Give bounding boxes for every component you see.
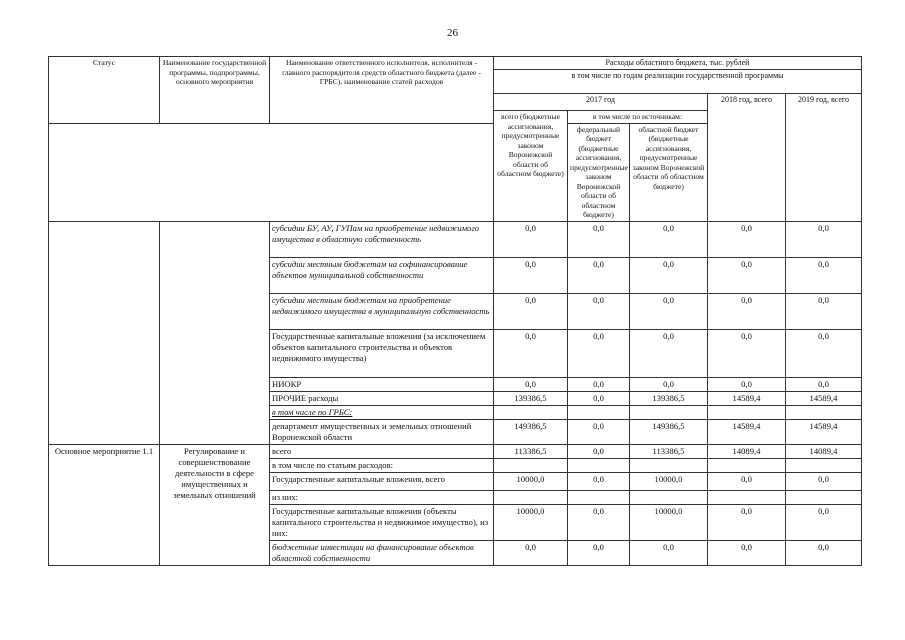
amount-cell <box>494 458 568 472</box>
amount-cell: 0,0 <box>630 257 708 293</box>
expense-item-label: субсидии БУ, АУ, ГУПам на приобретение недвижимого имущества в областную собственность <box>270 221 494 257</box>
header-regional: областной бюджет (бюджетные ассигнования, предусмотренные законом Воронежской области об областном бюджете) <box>630 123 708 221</box>
expense-item-label: из них: <box>270 490 494 504</box>
expense-item-label: НИОКР <box>270 377 494 391</box>
header-program-name: Наименование государственной программы, подпрограммы, основного мероприятия <box>160 57 270 124</box>
amount-cell <box>786 405 862 419</box>
amount-cell: 0,0 <box>568 472 630 490</box>
amount-cell: 14089,4 <box>708 444 786 458</box>
expense-item-label: в том числе по ГРБС: <box>270 405 494 419</box>
expense-item-label: субсидии местным бюджетам на софинансирование объектов муниципальной собственности <box>270 257 494 293</box>
amount-cell: 14089,4 <box>786 444 862 458</box>
amount-cell: 0,0 <box>708 329 786 377</box>
amount-cell <box>630 490 708 504</box>
amount-cell: 0,0 <box>786 540 862 565</box>
program-name-cell <box>160 221 270 444</box>
header-executor: Наименование ответственного исполнителя, исполнителя - главного распорядителя средств областного бюджета (далее - ГРБС), наименование статей расходов <box>270 57 494 124</box>
expense-item-label: всего <box>270 444 494 458</box>
amount-cell: 0,0 <box>708 293 786 329</box>
amount-cell: 0,0 <box>786 329 862 377</box>
amount-cell <box>494 490 568 504</box>
event-status: Основное мероприятие 1.1 <box>49 444 160 565</box>
amount-cell: 0,0 <box>630 540 708 565</box>
header-year-2018: 2018 год, всего <box>708 94 786 222</box>
amount-cell: 0,0 <box>568 391 630 405</box>
status-cell <box>49 221 160 444</box>
amount-cell <box>568 458 630 472</box>
amount-cell: 139386,5 <box>630 391 708 405</box>
amount-cell: 10000,0 <box>630 504 708 540</box>
expense-item-label: бюджетные инвестиции на финансирование объектов областной собственности <box>270 540 494 565</box>
amount-cell: 0,0 <box>786 257 862 293</box>
amount-cell: 10000,0 <box>630 472 708 490</box>
amount-cell <box>708 490 786 504</box>
amount-cell: 0,0 <box>786 221 862 257</box>
table-row <box>49 221 862 257</box>
amount-cell <box>568 490 630 504</box>
amount-cell: 113386,5 <box>494 444 568 458</box>
amount-cell <box>708 405 786 419</box>
amount-cell: 0,0 <box>630 293 708 329</box>
amount-cell: 0,0 <box>786 377 862 391</box>
amount-cell: 0,0 <box>494 540 568 565</box>
amount-cell: 14589,4 <box>708 391 786 405</box>
amount-cell <box>786 458 862 472</box>
table-body-event <box>49 444 862 565</box>
amount-cell: 0,0 <box>568 377 630 391</box>
amount-cell: 0,0 <box>568 419 630 444</box>
amount-cell: 0,0 <box>568 329 630 377</box>
amount-cell <box>708 458 786 472</box>
amount-cell <box>568 405 630 419</box>
amount-cell: 0,0 <box>568 504 630 540</box>
amount-cell: 0,0 <box>494 257 568 293</box>
amount-cell: 14589,4 <box>708 419 786 444</box>
amount-cell: 0,0 <box>494 377 568 391</box>
event-name: Регулирование и совершенствование деятельности в сфере имущественных и земельных отношений <box>160 444 270 565</box>
expense-item-label: субсидии местным бюджетам на приобретение недвижимого имущества в муниципальную собственность <box>270 293 494 329</box>
amount-cell: 0,0 <box>568 540 630 565</box>
header-total-2017: всего (бюджетные ассигнования, предусмотренные законом Воронежской области об областном бюджете) <box>494 111 568 222</box>
amount-cell: 139386,5 <box>494 391 568 405</box>
expense-item-label: Государственные капитальные вложения (за исключением объектов капитального строительства и объектов недвижимого имущества) <box>270 329 494 377</box>
page-number: 26 <box>447 27 458 39</box>
amount-cell: 0,0 <box>630 329 708 377</box>
expense-item-label: Государственные капитальные вложения (объекты капитального строительства и недвижимое имущество), из них: <box>270 504 494 540</box>
header-by-years: в том числе по годам реализации государственной программы <box>494 70 862 94</box>
amount-cell <box>630 458 708 472</box>
amount-cell: 14589,4 <box>786 419 862 444</box>
amount-cell: 149386,5 <box>494 419 568 444</box>
amount-cell: 0,0 <box>708 540 786 565</box>
expense-item-label: ПРОЧИЕ расходы <box>270 391 494 405</box>
expense-item-label: департамент имущественных и земельных отношений Воронежской области <box>270 419 494 444</box>
amount-cell: 0,0 <box>786 293 862 329</box>
amount-cell: 0,0 <box>568 293 630 329</box>
budget-table <box>48 56 862 566</box>
table-body-continued <box>49 221 862 444</box>
header-by-sources: в том числе по источникам: <box>568 111 708 124</box>
amount-cell: 0,0 <box>630 221 708 257</box>
amount-cell <box>494 405 568 419</box>
amount-cell: 0,0 <box>494 221 568 257</box>
amount-cell: 0,0 <box>708 472 786 490</box>
amount-cell: 0,0 <box>708 377 786 391</box>
amount-cell: 149386,5 <box>630 419 708 444</box>
amount-cell: 113386,5 <box>630 444 708 458</box>
amount-cell: 0,0 <box>568 221 630 257</box>
header-year-2017: 2017 год <box>494 94 708 111</box>
header-expenses: Расходы областного бюджета, тыс. рублей <box>494 57 862 70</box>
amount-cell: 0,0 <box>708 504 786 540</box>
amount-cell: 14589,4 <box>786 391 862 405</box>
amount-cell: 0,0 <box>786 472 862 490</box>
amount-cell: 0,0 <box>494 293 568 329</box>
amount-cell: 10000,0 <box>494 504 568 540</box>
header-spacer <box>49 123 494 221</box>
expense-item-label: Государственные капитальные вложения, всего <box>270 472 494 490</box>
amount-cell: 0,0 <box>630 377 708 391</box>
amount-cell: 0,0 <box>494 329 568 377</box>
header-federal: федеральный бюджет (бюджетные ассигнования, предусмотренные законом Воронежской области об областном бюджете) <box>568 123 630 221</box>
amount-cell: 0,0 <box>786 504 862 540</box>
amount-cell: 10000,0 <box>494 472 568 490</box>
header-status: Статус <box>49 57 160 124</box>
expense-item-label: в том числе по статьям расходов: <box>270 458 494 472</box>
table-row <box>49 444 862 458</box>
amount-cell <box>630 405 708 419</box>
amount-cell: 0,0 <box>708 221 786 257</box>
amount-cell <box>786 490 862 504</box>
amount-cell: 0,0 <box>708 257 786 293</box>
amount-cell: 0,0 <box>568 257 630 293</box>
amount-cell: 0,0 <box>568 444 630 458</box>
header-year-2019: 2019 год, всего <box>786 94 862 222</box>
